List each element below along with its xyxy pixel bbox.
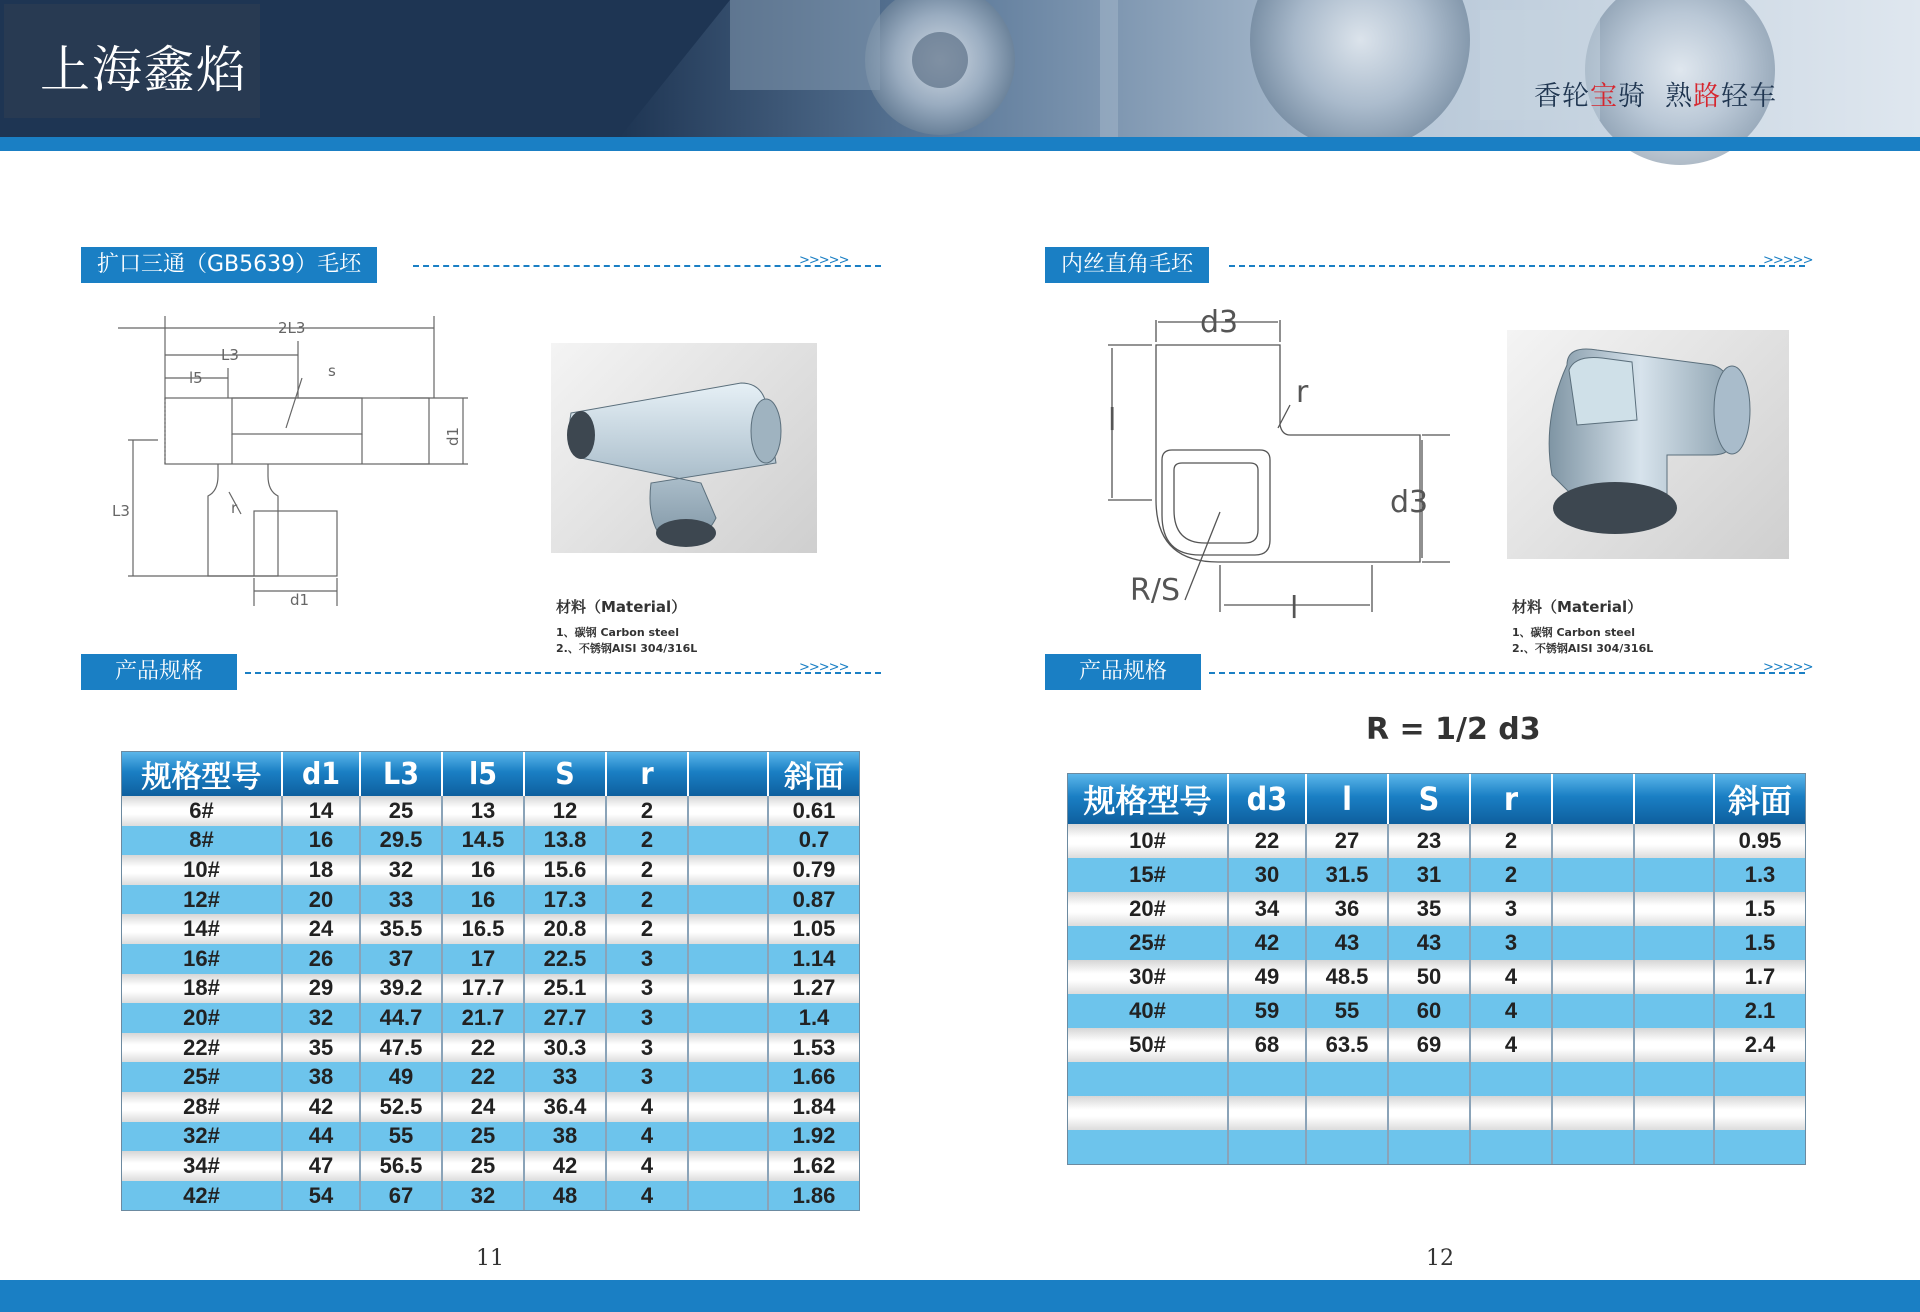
- value-cell: 4: [606, 1122, 688, 1152]
- value-cell: 56.5: [360, 1151, 442, 1181]
- model-cell: 10#: [1068, 824, 1228, 858]
- dim-L3: L3: [221, 346, 239, 364]
- column-header: l5: [442, 752, 524, 796]
- value-cell: 25: [360, 796, 442, 826]
- value-cell: [1388, 1096, 1470, 1130]
- value-cell: 42: [524, 1151, 606, 1181]
- value-cell: [688, 1122, 768, 1152]
- value-cell: [1552, 994, 1634, 1028]
- table-row: [1068, 960, 1805, 994]
- value-cell: 1.4: [768, 1003, 859, 1033]
- value-cell: 17.7: [442, 974, 524, 1004]
- value-cell: [1634, 1096, 1714, 1130]
- value-cell: 14.5: [442, 826, 524, 856]
- value-cell: [1552, 1130, 1634, 1164]
- column-header: [1552, 774, 1634, 824]
- value-cell: 1.86: [768, 1181, 859, 1211]
- value-cell: 4: [1470, 1028, 1552, 1062]
- value-cell: 20: [282, 885, 360, 915]
- value-cell: [1228, 1062, 1306, 1096]
- value-cell: 23: [1388, 824, 1470, 858]
- value-cell: [1714, 1096, 1805, 1130]
- value-cell: [1634, 960, 1714, 994]
- dim-l5: l5: [189, 369, 203, 387]
- table-row: [1068, 858, 1805, 892]
- model-cell: 20#: [122, 1003, 282, 1033]
- model-cell: 14#: [122, 914, 282, 944]
- value-cell: [688, 826, 768, 856]
- value-cell: 26: [282, 944, 360, 974]
- slogan-part: 骑 熟: [1618, 81, 1694, 112]
- column-header: [1634, 774, 1714, 824]
- dim-s: s: [328, 362, 336, 380]
- value-cell: [688, 1062, 768, 1092]
- left-material-line-1: 1、碳钢 Carbon steel: [556, 626, 679, 639]
- value-cell: 3: [1470, 892, 1552, 926]
- value-cell: 29: [282, 974, 360, 1004]
- dim-l-bottom: l: [1290, 591, 1299, 626]
- value-cell: 4: [606, 1151, 688, 1181]
- value-cell: [1552, 1096, 1634, 1130]
- value-cell: 12: [524, 796, 606, 826]
- model-cell: 42#: [122, 1181, 282, 1211]
- value-cell: 63.5: [1306, 1028, 1388, 1062]
- value-cell: 3: [1470, 926, 1552, 960]
- value-cell: 39.2: [360, 974, 442, 1004]
- value-cell: 25.1: [524, 974, 606, 1004]
- value-cell: 44.7: [360, 1003, 442, 1033]
- value-cell: 54: [282, 1181, 360, 1211]
- model-cell: 15#: [1068, 858, 1228, 892]
- table-row: [1068, 1028, 1805, 1062]
- value-cell: [1634, 1028, 1714, 1062]
- value-cell: [1634, 1130, 1714, 1164]
- value-cell: 34: [1228, 892, 1306, 926]
- left-material-line-2: 2.、不锈钢AISI 304/316L: [556, 642, 698, 655]
- value-cell: [688, 1003, 768, 1033]
- value-cell: 30.3: [524, 1033, 606, 1063]
- left-section-title-bar: [81, 247, 849, 283]
- header-stripe: [0, 137, 1920, 151]
- value-cell: [688, 855, 768, 885]
- column-header: 规格型号: [122, 752, 282, 796]
- value-cell: 0.87: [768, 885, 859, 915]
- value-cell: 4: [1470, 994, 1552, 1028]
- right-section-title: 内丝直角毛坯: [1045, 247, 1209, 283]
- value-cell: 16: [442, 855, 524, 885]
- value-cell: [688, 885, 768, 915]
- model-cell: 25#: [1068, 926, 1228, 960]
- value-cell: 69: [1388, 1028, 1470, 1062]
- value-cell: 1.3: [1714, 858, 1805, 892]
- value-cell: [688, 1181, 768, 1211]
- value-cell: 0.79: [768, 855, 859, 885]
- value-cell: 1.84: [768, 1092, 859, 1122]
- value-cell: 1.92: [768, 1122, 859, 1152]
- column-header: 斜面: [1714, 774, 1805, 824]
- value-cell: 22.5: [524, 944, 606, 974]
- value-cell: 20.8: [524, 914, 606, 944]
- value-cell: 25: [442, 1122, 524, 1152]
- radius-formula: R = 1/2 d3: [1366, 712, 1541, 747]
- model-cell: 8#: [122, 826, 282, 856]
- model-cell: 30#: [1068, 960, 1228, 994]
- dim-d3-right: d3: [1390, 485, 1429, 520]
- value-cell: 30: [1228, 858, 1306, 892]
- value-cell: 37: [360, 944, 442, 974]
- dim-2L3: 2L3: [278, 319, 306, 337]
- slogan-part-highlight: 宝: [1590, 81, 1618, 112]
- value-cell: 2.1: [1714, 994, 1805, 1028]
- slogan-part: 轻车: [1721, 81, 1778, 112]
- value-cell: 17.3: [524, 885, 606, 915]
- value-cell: 33: [360, 885, 442, 915]
- value-cell: 49: [1228, 960, 1306, 994]
- value-cell: 2: [1470, 858, 1552, 892]
- value-cell: [1388, 1062, 1470, 1096]
- elbow-technical-drawing: [1100, 300, 1440, 626]
- column-header: S: [524, 752, 606, 796]
- table-row: [122, 1181, 859, 1211]
- value-cell: 18: [282, 855, 360, 885]
- table-row: [122, 796, 859, 826]
- model-cell: 18#: [122, 974, 282, 1004]
- value-cell: 2.4: [1714, 1028, 1805, 1062]
- arrow-icon: >>>>>: [1763, 660, 1813, 675]
- value-cell: 31.5: [1306, 858, 1388, 892]
- value-cell: 32: [442, 1181, 524, 1211]
- dim-r: r: [1296, 375, 1309, 410]
- value-cell: [1714, 1062, 1805, 1096]
- model-cell: 16#: [122, 944, 282, 974]
- model-cell: 12#: [122, 885, 282, 915]
- value-cell: [1552, 960, 1634, 994]
- left-section-title: 扩口三通（GB5639）毛坯: [81, 247, 377, 283]
- table-row: [122, 885, 859, 915]
- value-cell: [688, 944, 768, 974]
- value-cell: 2: [606, 796, 688, 826]
- value-cell: 3: [606, 944, 688, 974]
- value-cell: 47.5: [360, 1033, 442, 1063]
- table-header-row: [122, 752, 859, 796]
- value-cell: 16.5: [442, 914, 524, 944]
- value-cell: 1.5: [1714, 926, 1805, 960]
- machinery-photo-banner: [620, 0, 1920, 137]
- left-spec-title-bar: [81, 654, 849, 690]
- value-cell: [1470, 1130, 1552, 1164]
- page-number-left: 11: [476, 1246, 504, 1271]
- dim-L3-left: L3: [112, 502, 130, 520]
- right-spec-title-bar: [1045, 654, 1813, 690]
- column-header: l: [1306, 774, 1388, 824]
- column-header: S: [1388, 774, 1470, 824]
- table-row: [122, 974, 859, 1004]
- value-cell: 36.4: [524, 1092, 606, 1122]
- table-row: [1068, 892, 1805, 926]
- value-cell: [688, 914, 768, 944]
- dim-d1-bottom: d1: [290, 591, 310, 609]
- value-cell: [1552, 892, 1634, 926]
- tee-product-render: [551, 343, 817, 553]
- model-cell: 25#: [122, 1062, 282, 1092]
- value-cell: [1552, 1028, 1634, 1062]
- table-row: [1068, 1130, 1805, 1164]
- value-cell: 59: [1228, 994, 1306, 1028]
- table-row: [1068, 824, 1805, 858]
- model-cell: 10#: [122, 855, 282, 885]
- model-cell: 22#: [122, 1033, 282, 1063]
- value-cell: [1634, 858, 1714, 892]
- value-cell: 35: [1388, 892, 1470, 926]
- value-cell: 16: [282, 826, 360, 856]
- right-material-title: 材料（Material）: [1512, 598, 1643, 616]
- model-cell: 28#: [122, 1092, 282, 1122]
- value-cell: 38: [524, 1122, 606, 1152]
- value-cell: 0.61: [768, 796, 859, 826]
- value-cell: [1470, 1096, 1552, 1130]
- value-cell: [1552, 858, 1634, 892]
- right-material-line-1: 1、碳钢 Carbon steel: [1512, 626, 1635, 639]
- value-cell: 24: [282, 914, 360, 944]
- value-cell: 48: [524, 1181, 606, 1211]
- slogan-part-highlight: 路: [1693, 81, 1722, 112]
- value-cell: 43: [1388, 926, 1470, 960]
- dim-d3-top: d3: [1200, 305, 1239, 340]
- value-cell: 31: [1388, 858, 1470, 892]
- table-row: [1068, 1062, 1805, 1096]
- value-cell: [1634, 1062, 1714, 1096]
- value-cell: 2: [1470, 824, 1552, 858]
- value-cell: 2: [606, 855, 688, 885]
- value-cell: 55: [1306, 994, 1388, 1028]
- right-section-title-bar: [1045, 247, 1813, 283]
- right-material-line-2: 2.、不锈钢AISI 304/316L: [1512, 642, 1654, 655]
- column-header: r: [606, 752, 688, 796]
- value-cell: 42: [282, 1092, 360, 1122]
- left-spec-title: 产品规格: [81, 654, 237, 690]
- value-cell: 27.7: [524, 1003, 606, 1033]
- model-cell: [1068, 1062, 1228, 1096]
- column-header: d3: [1228, 774, 1306, 824]
- table-row: [1068, 926, 1805, 960]
- value-cell: [1552, 1062, 1634, 1096]
- value-cell: [688, 974, 768, 1004]
- table-row: [122, 1033, 859, 1063]
- value-cell: 4: [1470, 960, 1552, 994]
- brand-name: 上海鑫焰: [40, 41, 248, 99]
- dim-l-left: l: [1108, 403, 1117, 438]
- elbow-product-render: [1507, 330, 1789, 559]
- value-cell: 42: [1228, 926, 1306, 960]
- value-cell: 49: [360, 1062, 442, 1092]
- value-cell: [688, 1151, 768, 1181]
- value-cell: 13.8: [524, 826, 606, 856]
- value-cell: 35.5: [360, 914, 442, 944]
- model-cell: 34#: [122, 1151, 282, 1181]
- value-cell: 29.5: [360, 826, 442, 856]
- model-cell: 50#: [1068, 1028, 1228, 1062]
- value-cell: 60: [1388, 994, 1470, 1028]
- value-cell: 15.6: [524, 855, 606, 885]
- value-cell: [1228, 1096, 1306, 1130]
- arrow-icon: >>>>>: [799, 660, 849, 675]
- value-cell: [688, 796, 768, 826]
- model-cell: 6#: [122, 796, 282, 826]
- value-cell: 1.14: [768, 944, 859, 974]
- value-cell: 22: [442, 1062, 524, 1092]
- table-row: [122, 944, 859, 974]
- value-cell: 55: [360, 1122, 442, 1152]
- value-cell: 67: [360, 1181, 442, 1211]
- value-cell: 13: [442, 796, 524, 826]
- value-cell: [688, 1092, 768, 1122]
- table-row: [1068, 1096, 1805, 1130]
- dim-r: r: [231, 499, 238, 517]
- value-cell: 2: [606, 826, 688, 856]
- page-number-right: 12: [1426, 1246, 1454, 1271]
- tee-technical-drawing: [112, 316, 478, 616]
- value-cell: 52.5: [360, 1092, 442, 1122]
- value-cell: 1.7: [1714, 960, 1805, 994]
- value-cell: [1634, 926, 1714, 960]
- model-cell: 20#: [1068, 892, 1228, 926]
- value-cell: 38: [282, 1062, 360, 1092]
- value-cell: 32: [282, 1003, 360, 1033]
- value-cell: 3: [606, 1062, 688, 1092]
- value-cell: [1306, 1096, 1388, 1130]
- arrow-icon: >>>>>: [799, 253, 849, 268]
- value-cell: 68: [1228, 1028, 1306, 1062]
- value-cell: 3: [606, 1033, 688, 1063]
- footer-bar: [0, 1280, 1920, 1312]
- value-cell: [1714, 1130, 1805, 1164]
- column-header: L3: [360, 752, 442, 796]
- value-cell: 1.66: [768, 1062, 859, 1092]
- left-material-title: 材料（Material）: [556, 598, 687, 616]
- value-cell: 1.53: [768, 1033, 859, 1063]
- table-header-row: [1068, 774, 1805, 824]
- value-cell: 4: [606, 1092, 688, 1122]
- value-cell: [1552, 824, 1634, 858]
- value-cell: 25: [442, 1151, 524, 1181]
- value-cell: 3: [606, 974, 688, 1004]
- value-cell: 50: [1388, 960, 1470, 994]
- value-cell: 36: [1306, 892, 1388, 926]
- dashed-divider: [245, 672, 881, 674]
- value-cell: 1.27: [768, 974, 859, 1004]
- value-cell: 33: [524, 1062, 606, 1092]
- value-cell: 14: [282, 796, 360, 826]
- value-cell: [1306, 1062, 1388, 1096]
- table-row: [1068, 994, 1805, 1028]
- column-header: [688, 752, 768, 796]
- model-cell: [1068, 1096, 1228, 1130]
- column-header: 斜面: [768, 752, 859, 796]
- value-cell: 48.5: [1306, 960, 1388, 994]
- value-cell: [1552, 926, 1634, 960]
- value-cell: [688, 1033, 768, 1063]
- value-cell: 21.7: [442, 1003, 524, 1033]
- right-spec-table: [1068, 774, 1805, 1164]
- value-cell: 1.05: [768, 914, 859, 944]
- table-row: [122, 1092, 859, 1122]
- dim-R-S: R/S: [1130, 573, 1180, 608]
- value-cell: [1634, 892, 1714, 926]
- value-cell: 47: [282, 1151, 360, 1181]
- value-cell: 2: [606, 914, 688, 944]
- table-row: [122, 1151, 859, 1181]
- column-header: d1: [282, 752, 360, 796]
- left-spec-table: [122, 752, 859, 1210]
- value-cell: 3: [606, 1003, 688, 1033]
- column-header: 规格型号: [1068, 774, 1228, 824]
- table-row: [122, 1122, 859, 1152]
- value-cell: [1470, 1062, 1552, 1096]
- page-header: [0, 0, 1920, 137]
- table-row: [122, 1062, 859, 1092]
- value-cell: 17: [442, 944, 524, 974]
- model-cell: [1068, 1130, 1228, 1164]
- value-cell: [1634, 824, 1714, 858]
- arrow-icon: >>>>>: [1763, 253, 1813, 268]
- dim-d1-right: d1: [444, 426, 462, 446]
- value-cell: [1228, 1130, 1306, 1164]
- right-spec-title: 产品规格: [1045, 654, 1201, 690]
- value-cell: 22: [1228, 824, 1306, 858]
- value-cell: [1634, 994, 1714, 1028]
- table-row: [122, 1003, 859, 1033]
- value-cell: [1388, 1130, 1470, 1164]
- slogan: [1534, 74, 1777, 113]
- value-cell: 44: [282, 1122, 360, 1152]
- table-row: [122, 855, 859, 885]
- dashed-divider: [1229, 265, 1805, 267]
- value-cell: 22: [442, 1033, 524, 1063]
- value-cell: 27: [1306, 824, 1388, 858]
- value-cell: 0.7: [768, 826, 859, 856]
- value-cell: 35: [282, 1033, 360, 1063]
- table-row: [122, 914, 859, 944]
- slogan-part: 香轮: [1534, 81, 1590, 112]
- model-cell: 32#: [122, 1122, 282, 1152]
- value-cell: 0.95: [1714, 824, 1805, 858]
- value-cell: 24: [442, 1092, 524, 1122]
- value-cell: [1306, 1130, 1388, 1164]
- table-row: [122, 826, 859, 856]
- value-cell: 32: [360, 855, 442, 885]
- value-cell: 43: [1306, 926, 1388, 960]
- column-header: r: [1470, 774, 1552, 824]
- value-cell: 4: [606, 1181, 688, 1211]
- value-cell: 1.62: [768, 1151, 859, 1181]
- value-cell: 2: [606, 885, 688, 915]
- value-cell: 16: [442, 885, 524, 915]
- dashed-divider: [1209, 672, 1805, 674]
- model-cell: 40#: [1068, 994, 1228, 1028]
- value-cell: 1.5: [1714, 892, 1805, 926]
